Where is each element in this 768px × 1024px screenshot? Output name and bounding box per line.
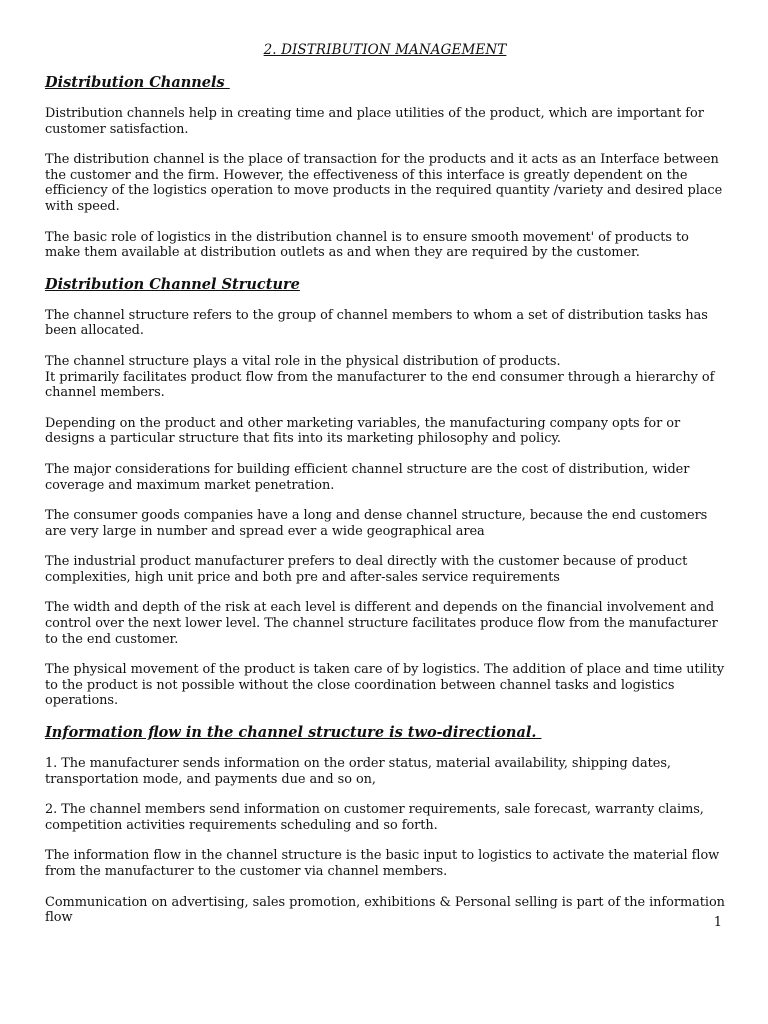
paragraph: The channel structure plays a vital role in the physical distribution of products. It primarily facilitates product flow from the manufacturer to the end consumer through a hierarchy of channel members. (45, 353, 715, 401)
paragraph: The industrial product manufacturer prefers to deal directly with the customer because of product complexities, high unit price and both pre and after-sales service requirements (45, 554, 688, 585)
paragraph: The width and depth of the risk at each level is different and depends on the financial involvement and control over the next lower level. The channel structure facilitates produce flow from the manufacturer to the end customer. (45, 600, 718, 647)
numbered-paragraph: 2. The channel members send information on customer requirements, sale forecast, warranty claims, competition activities requirements scheduling and so forth. (45, 802, 704, 833)
section-heading: Information flow in the channel structure is two-directional. (45, 724, 542, 742)
page-number: 1 (713, 915, 722, 930)
paragraph: The information flow in the channel structure is the basic input to logistics to activate the material flow from the manufacturer to the customer via channel members. (45, 848, 720, 879)
paragraph: The major considerations for building efficient channel structure are the cost of distribution, wider coverage and maximum market penetration. (45, 461, 690, 493)
paragraph: The channel structure refers to the group of channel members to whom a set of distribution tasks has been allocated. (45, 307, 708, 339)
document-page (45, 42, 725, 941)
paragraph: The basic role of logistics in the distribution channel is to ensure smooth movement' of products to make them available at distribution outlets as and when they are required by the customer. (45, 229, 689, 261)
section-distribution-channel-structure (45, 276, 725, 709)
section-heading: Distribution Channels (45, 74, 230, 91)
section-heading: Distribution Channel Structure (45, 275, 300, 293)
section-information-flow (45, 724, 725, 926)
paragraph: The distribution channel is the place of transaction for the products and it acts as an Interface between the customer and the firm. However, the effectiveness of this interface is greatly dependent on the efficiency of the logistics operation to move products in the required quantity /variety and desired place with speed. (45, 152, 723, 214)
document-title: 2. DISTRIBUTION MANAGEMENT (263, 42, 507, 58)
paragraph: Communication on advertising, sales promotion, exhibitions & Personal selling is part of the information flow (45, 894, 725, 926)
paragraph: Distribution channels help in creating time and place utilities of the product, which are important for customer satisfaction. (45, 106, 704, 137)
section-distribution-channels (45, 74, 725, 261)
paragraph: The physical movement of the product is taken care of by logistics. The addition of place and time utility to the product is not possible without the close coordination between channel tasks and logistics operations. (45, 662, 725, 709)
numbered-paragraph: 1. The manufacturer sends information on the order status, material availability, shipping dates, transportation mode, and payments due and so on, (45, 756, 671, 787)
paragraph: The consumer goods companies have a long and dense channel structure, because the end customers are very large in number and spread ever a wide geographical area (45, 508, 708, 539)
paragraph: Depending on the product and other marketing variables, the manufacturing company opts for or designs a particular structure that fits into its marketing philosophy and policy. (45, 415, 681, 447)
